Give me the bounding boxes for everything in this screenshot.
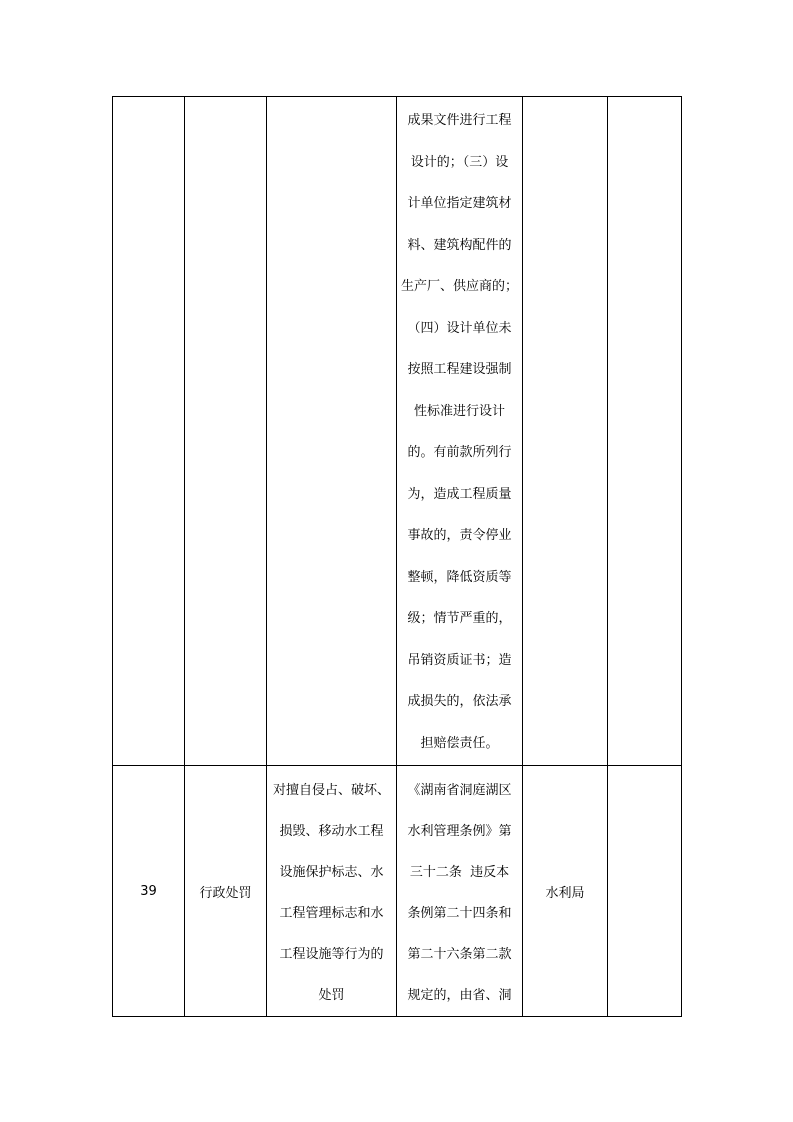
table-row-39 — [113, 766, 682, 1017]
text-line: 对擅自侵占、破坏、 — [272, 783, 390, 798]
text-line: 事故的，责令停业 — [407, 528, 512, 543]
item-name-text — [267, 766, 396, 1016]
text-line: 设施保护标志、水 — [279, 865, 384, 880]
text-line: 损毁、移动水工程 — [279, 824, 384, 839]
cell-legal-basis — [397, 97, 523, 766]
text-line: 工程管理标志和水 — [279, 906, 384, 921]
cell-number: 39 — [113, 766, 185, 1017]
text-line: （四）设计单位未 — [407, 320, 512, 336]
text-line: 按照工程建设强制 — [407, 362, 512, 377]
text-line: 性标准进行设计 — [413, 403, 505, 419]
text-line: 水利管理条例》第 — [407, 824, 512, 839]
cell-remarks — [608, 766, 682, 1017]
cell-category — [185, 97, 267, 766]
text-line: 三十二条 违反本 — [409, 865, 510, 880]
text-line: 成果文件进行工程 — [407, 113, 512, 128]
text-line: 成损失的，依法承 — [407, 694, 512, 709]
cell-item-name — [267, 766, 397, 1017]
text-line: 吊销资质证书；造 — [407, 652, 512, 668]
text-line: 计单位指定建筑材 — [407, 196, 512, 211]
cell-department: 水利局 — [523, 766, 608, 1017]
cell-item-name — [267, 97, 397, 766]
text-line: 第二十六条第二款 — [407, 947, 512, 962]
text-line: 整顿，降低资质等 — [407, 569, 512, 585]
cell-remarks — [608, 97, 682, 766]
text-line: 设计的；（三）设 — [410, 154, 509, 170]
cell-number — [113, 97, 185, 766]
text-line: 的。有前款所列行 — [407, 445, 512, 460]
authority-table — [112, 96, 682, 1017]
legal-basis-text — [397, 97, 522, 764]
text-line: 处罚 — [318, 988, 345, 1003]
text-line: 工程设施等行为的 — [279, 947, 384, 962]
cell-department — [523, 97, 608, 766]
text-line: 《湖南省洞庭湖区 — [407, 783, 512, 798]
text-line: 条例第二十四条和 — [407, 906, 512, 921]
cell-legal-basis — [397, 766, 523, 1017]
text-line: 料、建筑构配件的 — [407, 237, 512, 253]
text-line: 级；情节严重的， — [407, 611, 512, 626]
text-line: 担赔偿责任。 — [420, 735, 499, 751]
text-line: 为，造成工程质量 — [407, 486, 512, 502]
legal-basis-text — [397, 766, 522, 1016]
text-line: 规定的，由省、洞 — [407, 988, 512, 1003]
table-row-continued — [113, 97, 682, 766]
cell-category: 行政处罚 — [185, 766, 267, 1017]
text-line: 生产厂、供应商的； — [401, 279, 519, 294]
